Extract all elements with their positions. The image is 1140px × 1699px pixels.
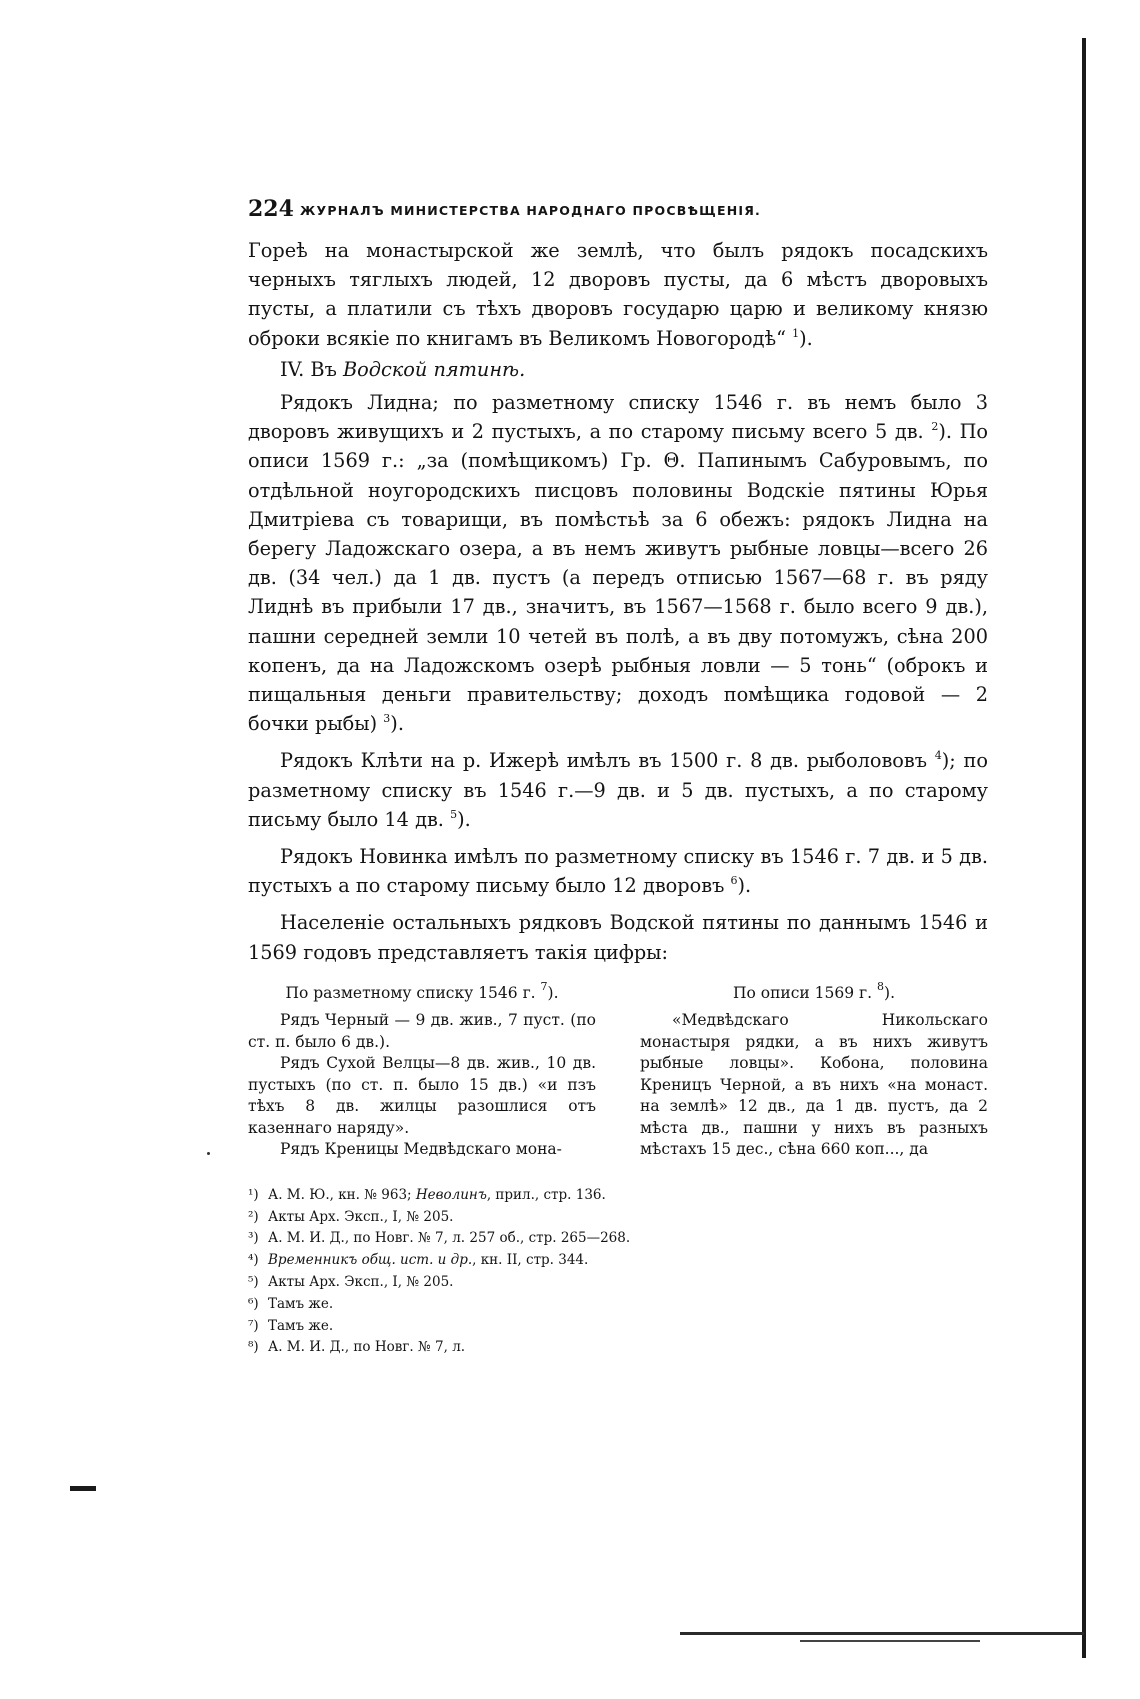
column-heading-left xyxy=(248,979,596,1005)
paragraph-kleti xyxy=(248,746,988,834)
paragraph-text: ); по разметному списку въ 1546 г.—9 дв. и 5 дв. пустыхъ, а по старому письму было 14 дв. xyxy=(248,749,988,831)
footnote xyxy=(248,1337,988,1359)
footnote-ref[interactable]: 8 xyxy=(877,979,885,993)
paragraph-text: Гореѣ на монастырской же землѣ, что былъ рядокъ посадскихъ черныхъ тяглыхъ людей, 12 дворовъ пусты, да 6 мѣстъ дворовыхъ пусты, а платили съ тѣхъ дворовъ государю царю и великому князю оброки всякіе по книгамъ въ Великомъ Новогородѣ“ xyxy=(248,239,988,350)
footnote-ref[interactable]: 2 xyxy=(931,420,939,434)
column-entry: «Медвѣдскаго Никольскаго монастыря рядки, а въ нихъ живутъ рыбные ловцы». Кобона, половина Креницъ Черной, а въ нихъ «на монаст. на землѣ» 12 дв., да 1 дв. пустъ, да 2 мѣста дв., пашни у нихъ въ разныхъ мѣстахъ 15 дес., сѣна 660 коп..., да xyxy=(640,1011,988,1159)
footnote-mark: ²) xyxy=(248,1208,259,1225)
paragraph-continuation xyxy=(248,236,988,353)
journal-title: ЖУРНАЛЪ МИНИСТЕРСТВА НАРОДНАГО ПРОСВѢЩЕНІЯ. xyxy=(300,203,761,218)
column-heading-text: По описи 1569 г. xyxy=(732,983,878,1002)
footnote-ref[interactable]: 1 xyxy=(792,326,800,340)
paragraph-text: ). По описи 1569 г.: „за (помѣщикомъ) Гр. Θ. Папинымъ Сабуровымъ, по отдѣльной ноугородскихъ писцовъ половины Водскіе пятины Юрья Дмитріева съ товарищи, въ помѣстьѣ за 6 обежъ: рядокъ Лидна на берегу Ладожскаго озера, а въ немъ живутъ рыбные ловцы—всего 26 дв. (34 чел.) да 1 дв. пустъ (а передъ отписью 1567—68 г. въ ряду Лиднѣ въ прибыли 17 дв., значитъ, въ 1567—1568 г. было всего 9 дв.), пашни середней земли 10 четей въ полѣ, а въ дву потомужъ, сѣна 200 копенъ, да на Ладожскомъ озерѣ рыбныя ловли — 5 тонь“ (оброкъ и пищальныя деньги правительству; доходъ помѣщика годовой — 2 бочки рыбы) xyxy=(248,420,988,736)
footnote-ref[interactable]: 6 xyxy=(730,874,738,888)
footnote xyxy=(248,1185,988,1207)
paragraph-text: Рядокъ Лидна; по разметному списку 1546 г. въ немъ было 3 дворовъ живущихъ и 2 пустыхъ, а по старому письму всего 5 дв. xyxy=(248,391,988,444)
column-entry: Рядъ Креницы Медвѣдскаго мона- xyxy=(280,1140,562,1159)
scan-mark-left xyxy=(70,1486,96,1491)
paragraph-text: Рядокъ Клѣти на р. Ижерѣ имѣлъ въ 1500 г. 8 дв. рыболововъ xyxy=(280,749,935,773)
column-entry: Рядъ Сухой Велцы—8 дв. жив., 10 дв. пустыхъ (по ст. п. было 15 дв.) «и пзъ тѣхъ 8 дв. жилцы разошлися отъ казеннаго наряду». xyxy=(248,1054,596,1137)
paragraph-lidna xyxy=(248,388,988,738)
footnote-italic: Временникъ общ. ист. и др. xyxy=(268,1252,473,1269)
footnote xyxy=(248,1294,988,1316)
footnote-text: , кн. II, стр. 344. xyxy=(472,1252,589,1269)
column-heading-tail: ). xyxy=(547,983,559,1002)
column-entry: Рядъ Черный — 9 дв. жив., 7 пуст. (по ст. п. было 6 дв.). xyxy=(248,1011,596,1051)
scan-edge-bottom-secondary xyxy=(800,1640,980,1642)
column-heading-text: По разметному списку 1546 г. xyxy=(285,983,541,1002)
footnotes xyxy=(248,1185,988,1359)
footnote xyxy=(248,1250,988,1272)
section-title: Водской пятинѣ. xyxy=(343,357,526,381)
scan-speck xyxy=(207,1152,210,1155)
footnote-mark: ³) xyxy=(248,1230,259,1247)
footnote-text: Акты Арх. Эксп., I, № 205. xyxy=(268,1274,454,1291)
footnote xyxy=(248,1272,988,1294)
paragraph-text: Рядокъ Новинка имѣлъ по разметному списку въ 1546 г. 7 дв. и 5 дв. пустыхъ а по старому письму было 12 дворовъ xyxy=(248,845,988,898)
footnote-text: А. М. Ю., кн. № 963; xyxy=(268,1186,416,1203)
scan-edge-bottom xyxy=(680,1632,1084,1635)
footnote-mark: ⁷) xyxy=(248,1317,259,1334)
paragraph-text: ). xyxy=(737,874,752,898)
column-heading-tail: ). xyxy=(884,983,896,1002)
two-column-comparison xyxy=(248,979,988,1161)
footnote-italic: Неволинъ xyxy=(415,1186,487,1203)
column-heading-right xyxy=(640,979,988,1005)
footnote-mark: ¹) xyxy=(248,1186,259,1203)
footnote-ref[interactable]: 3 xyxy=(383,712,391,726)
footnote xyxy=(248,1228,988,1250)
paragraph-text: ). xyxy=(799,326,813,350)
paragraph-text: ). xyxy=(457,807,471,831)
column-right xyxy=(640,979,988,1161)
paragraph-text: ). xyxy=(390,712,404,736)
footnote-ref[interactable]: 5 xyxy=(450,807,458,821)
paragraph-text: Населеніе остальныхъ рядковъ Водской пятины по даннымъ 1546 и 1569 годовъ представляетъ такія цифры: xyxy=(248,911,988,964)
section-heading-iv xyxy=(280,355,988,384)
footnote-text: Тамъ же. xyxy=(268,1295,334,1312)
section-prefix: IV. Въ xyxy=(280,357,343,381)
paragraph-population xyxy=(248,908,988,966)
footnote-text: А. М. И. Д., по Новг. № 7, л. xyxy=(268,1339,466,1356)
column-left xyxy=(248,979,596,1161)
footnote-mark: ⁴) xyxy=(248,1252,259,1269)
paragraph-novinka xyxy=(248,842,988,900)
footnote-mark: ⁶) xyxy=(248,1295,259,1312)
footnote-text: Тамъ же. xyxy=(268,1317,334,1334)
footnote xyxy=(248,1207,988,1229)
footnote-text: А. М. И. Д., по Новг. № 7, л. 257 об., стр. 265—268. xyxy=(268,1230,631,1247)
footnote-mark: ⁸) xyxy=(248,1339,259,1356)
footnote-ref[interactable]: 7 xyxy=(540,979,548,993)
scan-edge-right xyxy=(1082,38,1086,1658)
running-head xyxy=(248,196,988,236)
document-page xyxy=(248,196,988,1359)
footnote-text: Акты Арх. Эксп., I, № 205. xyxy=(268,1208,454,1225)
footnote-text: , прил., стр. 136. xyxy=(486,1186,606,1203)
footnote-mark: ⁵) xyxy=(248,1274,259,1291)
footnote-ref[interactable]: 4 xyxy=(934,749,942,763)
page-number: 224 xyxy=(248,196,294,222)
footnote xyxy=(248,1316,988,1338)
